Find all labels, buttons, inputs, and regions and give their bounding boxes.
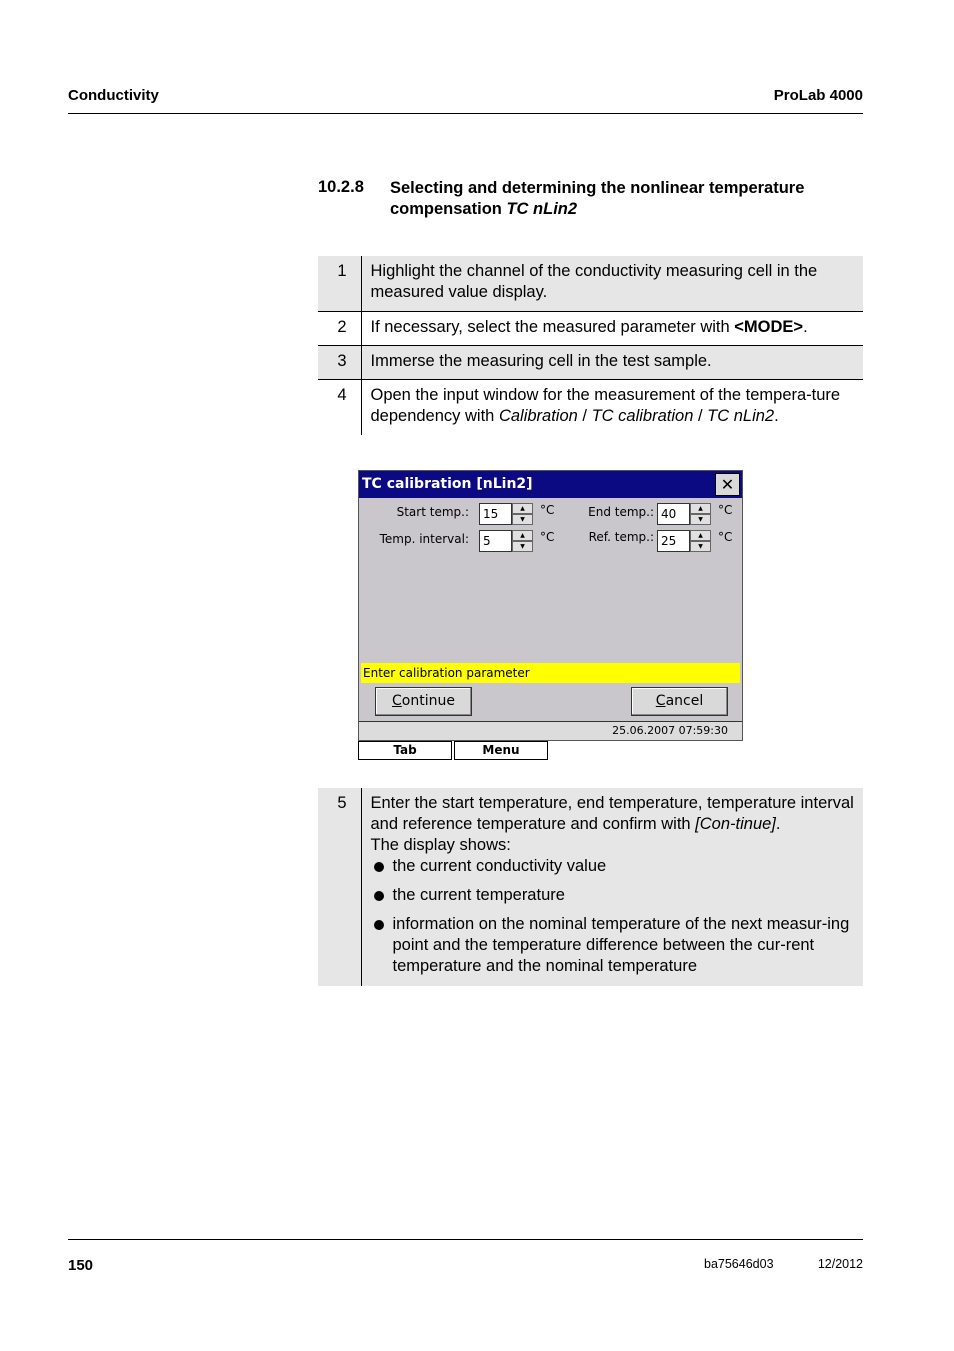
status-message: Enter calibration parameter (361, 663, 740, 683)
section-title-italic: TC nLin2 (506, 200, 578, 218)
spin-down-icon[interactable]: ▼ (690, 541, 711, 552)
end-temp-input[interactable]: 40 (657, 503, 690, 525)
step-number: 3 (318, 346, 361, 380)
step-text-after: . (803, 318, 808, 336)
step5-text-before: Enter the start temperature, end temperature, temperature interval and reference temperature and confirm with (370, 794, 854, 833)
document-date: 12/2012 (817, 1257, 863, 1271)
temp-interval-label: Temp. interval: (379, 532, 469, 546)
ref-temp-label: Ref. temp.: (588, 530, 654, 544)
list-item: the current temperature (371, 885, 856, 906)
step-number: 1 (318, 256, 361, 312)
datetime-display: 25.06.2007 07:59:30 (359, 721, 742, 740)
ref-temp-input[interactable]: 25 (657, 530, 690, 552)
step-text: Highlight the channel of the conductivity measuring cell in the measured value display. (361, 256, 863, 312)
spin-up-icon[interactable]: ▲ (690, 530, 711, 541)
continue-button[interactable] (375, 687, 472, 716)
step-text (361, 312, 863, 346)
table-row (318, 380, 863, 436)
table-row (318, 788, 863, 986)
step-text-before: Open the input window for the measurement of the tempera-ture dependency with (370, 386, 841, 425)
unit-label: °C (540, 503, 555, 517)
page-number: 150 (68, 1257, 94, 1274)
dialog-title-bar (359, 471, 742, 498)
step-text: Immerse the measuring cell in the test sample. (361, 346, 863, 380)
step-text-after: . (774, 407, 779, 425)
display-bullet-list (371, 856, 856, 977)
temp-interval-input[interactable]: 5 (479, 530, 512, 552)
cancel-mnemonic: C (655, 693, 666, 709)
list-item: the current conductivity value (371, 856, 856, 877)
header-chapter: Conductivity (68, 87, 159, 104)
spin-down-icon[interactable]: ▼ (512, 514, 533, 525)
section-title (390, 178, 860, 220)
section-title-main: Selecting and determining the nonlinear temperature compensation (390, 179, 805, 218)
menu-tc-calibration: TC calibration (591, 407, 694, 425)
steps-table-top (318, 256, 863, 435)
steps-table-bottom (318, 788, 863, 986)
header-product: ProLab 4000 (773, 87, 863, 104)
tc-calibration-dialog (358, 470, 743, 741)
menu-softkey[interactable]: Menu (454, 741, 548, 760)
spin-up-icon[interactable]: ▲ (512, 530, 533, 541)
start-temp-label: Start temp.: (396, 505, 469, 519)
table-row (318, 256, 863, 312)
end-temp-stepper[interactable] (657, 503, 712, 525)
mode-key: <MODE> (734, 318, 804, 336)
menu-tc-nlin2: TC nLin2 (707, 407, 775, 425)
unit-label: °C (718, 503, 733, 517)
step-number: 5 (318, 788, 361, 986)
end-temp-label: End temp.: (588, 505, 654, 519)
dialog-title: TC calibration [nLin2] (362, 476, 533, 492)
unit-label: °C (540, 530, 555, 544)
menu-calibration: Calibration (498, 407, 578, 425)
display-intro: The display shows: (370, 836, 511, 854)
header-rule (68, 113, 863, 114)
continue-mnemonic: C (392, 693, 402, 709)
cancel-button[interactable] (631, 687, 728, 716)
step-number: 4 (318, 380, 361, 436)
temp-interval-stepper[interactable] (479, 530, 534, 552)
step-number: 2 (318, 312, 361, 346)
start-temp-input[interactable]: 15 (479, 503, 512, 525)
cancel-label: ancel (665, 693, 704, 709)
menu-separator: / (577, 407, 592, 425)
ref-temp-stepper[interactable] (657, 530, 712, 552)
step-text (361, 380, 863, 436)
step5-text-after: . (775, 815, 781, 833)
unit-label: °C (718, 530, 733, 544)
continue-label: ontinue (401, 693, 455, 709)
table-row (318, 346, 863, 380)
start-temp-stepper[interactable] (479, 503, 534, 525)
spin-up-icon[interactable]: ▲ (690, 503, 711, 514)
list-item: information on the nominal temperature of the next measur-ing point and the temperature difference between the cur-rent temperature and the nominal temperature (371, 914, 856, 977)
document-id: ba75646d03 (704, 1257, 774, 1271)
menu-separator: / (693, 407, 708, 425)
continue-button-reference: [Con-tinue] (695, 815, 776, 833)
spin-down-icon[interactable]: ▼ (512, 541, 533, 552)
spin-up-icon[interactable]: ▲ (512, 503, 533, 514)
section-number: 10.2.8 (318, 178, 364, 196)
tab-softkey[interactable]: Tab (358, 741, 452, 760)
footer-rule (68, 1239, 863, 1240)
table-row (318, 312, 863, 346)
close-icon[interactable]: ✕ (715, 473, 740, 496)
step-text (361, 788, 863, 986)
spin-down-icon[interactable]: ▼ (690, 514, 711, 525)
step-text-before: If necessary, select the measured parameter with (370, 318, 735, 336)
